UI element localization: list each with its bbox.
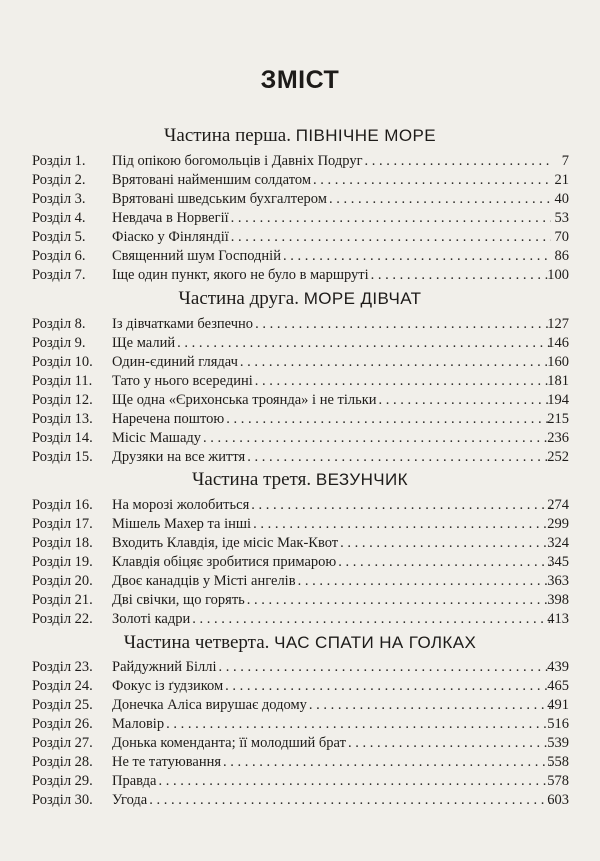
chapter-title: Угода (112, 792, 148, 808)
dot-leader (149, 791, 551, 810)
chapter-number: Розділ 25. (32, 697, 93, 713)
chapter-number: Розділ 13. (32, 411, 93, 427)
chapter-number: Розділ 12. (32, 392, 93, 408)
chapter-row (0, 429, 600, 448)
chapter-title: На морозі жолобиться (112, 497, 250, 513)
dot-leader (348, 734, 551, 753)
chapter-list (0, 496, 600, 629)
chapter-number: Розділ 11. (32, 373, 93, 389)
dot-leader (255, 315, 551, 334)
chapter-number: Розділ 20. (32, 573, 93, 589)
chapter-title: Під опікою богомольців і Давніх Подруг (112, 153, 363, 169)
chapter-page: 539 (547, 735, 569, 751)
chapter-row (0, 572, 600, 591)
chapter-page: 127 (547, 316, 569, 332)
chapter-row (0, 448, 600, 467)
dot-leader (255, 372, 551, 391)
chapter-page: 299 (547, 516, 569, 532)
chapter-page: 236 (547, 430, 569, 446)
chapter-row (0, 658, 600, 677)
chapter-number: Розділ 5. (32, 229, 86, 245)
chapter-title: Ще одна «Єрихонська троянда» і не тільки (112, 392, 377, 408)
part-heading (0, 631, 600, 655)
chapter-row (0, 515, 600, 534)
chapter-page: 53 (554, 210, 569, 226)
chapter-row (0, 152, 600, 171)
page-title: ЗМІСТ (260, 66, 340, 94)
part-prefix: Частина друга. (178, 288, 299, 309)
dot-leader (166, 715, 551, 734)
chapter-page: 21 (554, 172, 569, 188)
chapter-list (0, 152, 600, 285)
chapter-page: 252 (547, 449, 569, 465)
chapter-page: 181 (547, 373, 569, 389)
dot-leader (231, 228, 551, 247)
chapter-number: Розділ 30. (32, 792, 93, 808)
chapter-number: Розділ 29. (32, 773, 93, 789)
dot-leader (313, 171, 551, 190)
chapter-number: Розділ 15. (32, 449, 93, 465)
chapter-number: Розділ 23. (32, 659, 93, 675)
part-name: МОРЕ ДІВЧАТ (303, 289, 422, 308)
dot-leader (192, 610, 551, 629)
chapter-row (0, 372, 600, 391)
part-heading (0, 287, 600, 311)
chapter-number: Розділ 16. (32, 497, 93, 513)
dot-leader (253, 515, 551, 534)
chapter-row (0, 266, 600, 285)
part-name: ВЕЗУНЧИК (315, 470, 408, 489)
chapter-page: 86 (554, 248, 569, 264)
chapter-row (0, 171, 600, 190)
chapter-page: 160 (547, 354, 569, 370)
chapter-title: Іще один пункт, якого не було в маршруті (112, 267, 369, 283)
chapter-row (0, 209, 600, 228)
dot-leader (247, 448, 551, 467)
chapter-list (0, 315, 600, 467)
chapter-number: Розділ 22. (32, 611, 93, 627)
dot-leader (218, 658, 551, 677)
dot-leader (225, 677, 551, 696)
chapter-title: Золоті кадри (112, 611, 191, 627)
part-heading (0, 468, 600, 492)
part-name: ЧАС СПАТИ НА ГОЛКАХ (274, 633, 477, 652)
chapter-number: Розділ 4. (32, 210, 86, 226)
chapter-title: Ще малий (112, 335, 176, 351)
chapter-row (0, 496, 600, 515)
chapter-title: Фокус із ґудзиком (112, 678, 224, 694)
chapter-row (0, 534, 600, 553)
chapter-title: Місіс Машаду (112, 430, 202, 446)
chapter-page: 491 (547, 697, 569, 713)
dot-leader (231, 209, 551, 228)
chapter-title: Клавдія обіцяє зробитися примарою (112, 554, 337, 570)
dot-leader (251, 496, 551, 515)
chapter-page: 558 (547, 754, 569, 770)
chapter-number: Розділ 10. (32, 354, 93, 370)
chapter-title: Невдача в Норвегії (112, 210, 229, 226)
chapter-row (0, 715, 600, 734)
chapter-row (0, 553, 600, 572)
chapter-page: 7 (561, 153, 569, 169)
chapter-number: Розділ 21. (32, 592, 93, 608)
chapter-row (0, 334, 600, 353)
dot-leader (371, 266, 551, 285)
chapter-number: Розділ 24. (32, 678, 93, 694)
chapter-title: Врятовані найменшим солдатом (112, 172, 312, 188)
dot-leader (338, 553, 551, 572)
chapter-number: Розділ 3. (32, 191, 86, 207)
dot-leader (329, 190, 551, 209)
chapter-page: 274 (547, 497, 569, 513)
chapter-page: 603 (547, 792, 569, 808)
part-heading (0, 124, 600, 148)
dot-leader (203, 429, 551, 448)
chapter-row (0, 315, 600, 334)
dot-leader (340, 534, 551, 553)
chapter-title: Донечка Аліса вирушає додому (112, 697, 307, 713)
chapter-page: 215 (547, 411, 569, 427)
dot-leader (283, 247, 551, 266)
chapter-number: Розділ 28. (32, 754, 93, 770)
part-prefix: Частина четверта. (123, 632, 270, 653)
chapter-row (0, 247, 600, 266)
part-name: ПІВНІЧНЕ МОРЕ (295, 126, 436, 145)
chapter-title: Маловір (112, 716, 165, 732)
chapter-title: Тато у нього всередині (112, 373, 253, 389)
chapter-number: Розділ 8. (32, 316, 86, 332)
chapter-number: Розділ 1. (32, 153, 86, 169)
dot-leader (240, 353, 551, 372)
chapter-title: Райдужний Біллі (112, 659, 217, 675)
chapter-page: 324 (547, 535, 569, 551)
chapter-number: Розділ 9. (32, 335, 86, 351)
chapter-number: Розділ 18. (32, 535, 93, 551)
chapter-page: 439 (547, 659, 569, 675)
chapter-page: 194 (547, 392, 569, 408)
chapter-page: 146 (547, 335, 569, 351)
chapter-title: Мішель Махер та інші (112, 516, 252, 532)
chapter-number: Розділ 2. (32, 172, 86, 188)
dot-leader (309, 696, 551, 715)
chapter-row (0, 753, 600, 772)
chapter-title: Донька коменданта; її молодший брат (112, 735, 346, 751)
chapter-row (0, 677, 600, 696)
dot-leader (158, 772, 551, 791)
chapter-row (0, 391, 600, 410)
chapter-page: 40 (554, 191, 569, 207)
chapter-title: Правда (112, 773, 157, 789)
chapter-row (0, 410, 600, 429)
chapter-title: Врятовані шведським бухгалтером (112, 191, 327, 207)
chapter-list (0, 658, 600, 810)
dot-leader (379, 391, 551, 410)
chapter-row (0, 228, 600, 247)
chapter-page: 413 (547, 611, 569, 627)
part-prefix: Частина третя. (192, 469, 312, 490)
chapter-page: 465 (547, 678, 569, 694)
chapter-row (0, 791, 600, 810)
chapter-page: 363 (547, 573, 569, 589)
chapter-number: Розділ 7. (32, 267, 86, 283)
chapter-title: Друзяки на все життя (112, 449, 246, 465)
chapter-number: Розділ 6. (32, 248, 86, 264)
chapter-row (0, 734, 600, 753)
dot-leader (247, 591, 551, 610)
chapter-title: Наречена поштою (112, 411, 225, 427)
dot-leader (365, 152, 551, 171)
chapter-row (0, 772, 600, 791)
chapter-number: Розділ 26. (32, 716, 93, 732)
chapter-title: Входить Клавдія, іде місіс Мак-Квот (112, 535, 339, 551)
chapter-title: Двоє канадців у Місті ангелів (112, 573, 296, 589)
chapter-number: Розділ 17. (32, 516, 93, 532)
chapter-page: 345 (547, 554, 569, 570)
chapter-row (0, 591, 600, 610)
chapter-page: 398 (547, 592, 569, 608)
chapter-title: Дві свічки, що горять (112, 592, 245, 608)
chapter-page: 516 (547, 716, 569, 732)
chapter-title: Не те татуювання (112, 754, 222, 770)
chapter-title: Фіаско у Фінляндії (112, 229, 229, 245)
chapter-title: Священний шум Господній (112, 248, 281, 264)
dot-leader (177, 334, 551, 353)
chapter-title: Один-єдиний глядач (112, 354, 238, 370)
chapter-page: 578 (547, 773, 569, 789)
chapter-title: Із дівчатками безпечно (112, 316, 254, 332)
chapter-row (0, 190, 600, 209)
chapter-page: 70 (554, 229, 569, 245)
dot-leader (226, 410, 551, 429)
chapter-number: Розділ 27. (32, 735, 93, 751)
dot-leader (223, 753, 551, 772)
chapter-row (0, 610, 600, 629)
chapter-row (0, 696, 600, 715)
part-prefix: Частина перша. (164, 125, 291, 146)
chapter-number: Розділ 14. (32, 430, 93, 446)
chapter-page: 100 (547, 267, 569, 283)
chapter-row (0, 353, 600, 372)
chapter-number: Розділ 19. (32, 554, 93, 570)
dot-leader (298, 572, 551, 591)
